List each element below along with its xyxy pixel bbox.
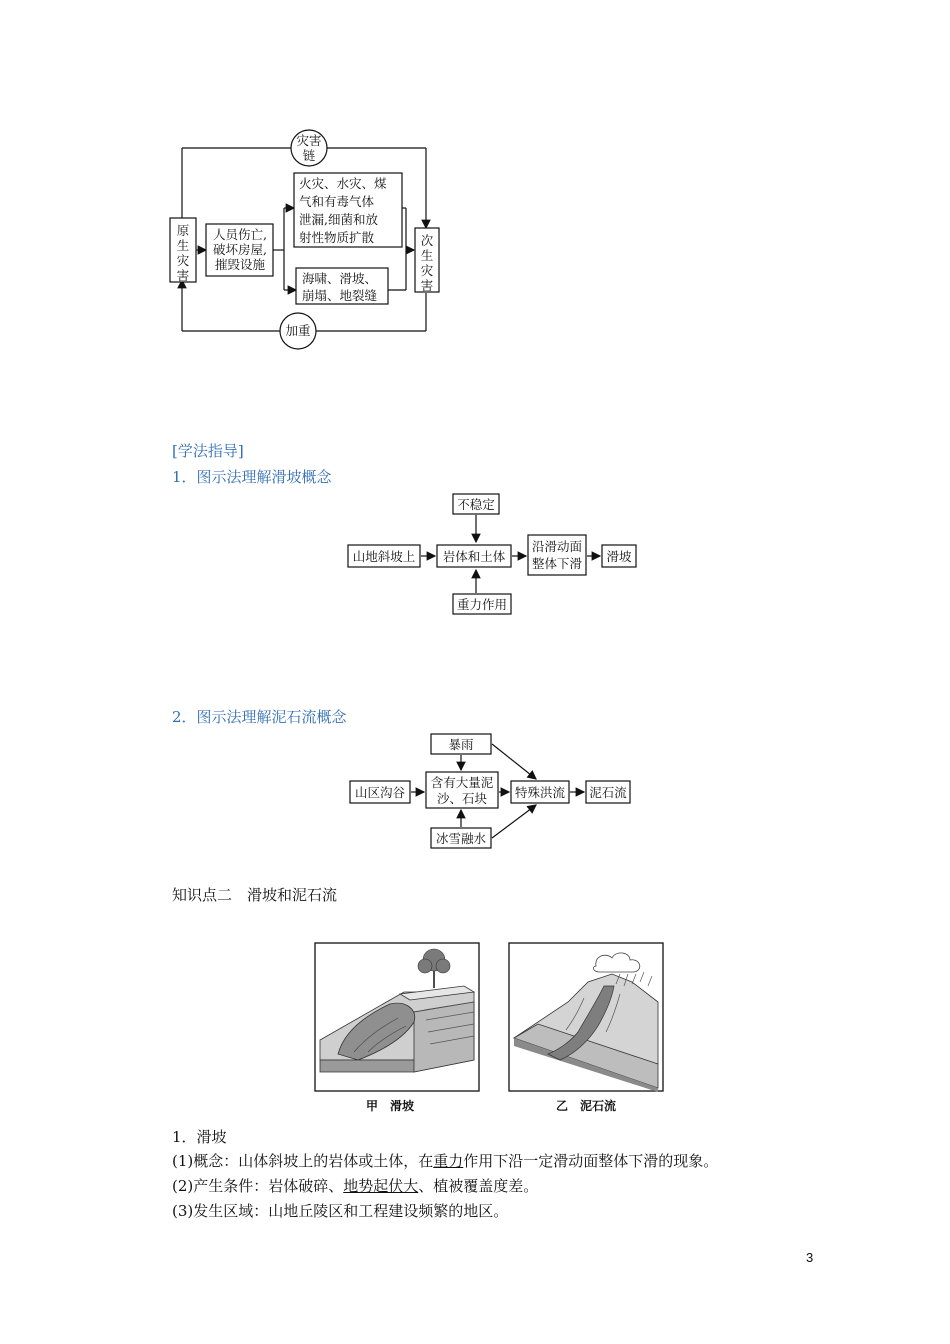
landslide-caption: 甲 滑坡 <box>366 1099 415 1113</box>
rainstorm-label: 暴雨 <box>448 737 474 752</box>
d1-primary-char: 原 <box>176 223 190 238</box>
hillslope-label: 山地斜坡上 <box>352 549 416 564</box>
meltwater-label: 冰雪融水 <box>435 831 487 846</box>
ring-top-line1: 灾害 <box>296 133 322 148</box>
special-flood-label: 特殊洪流 <box>514 785 566 800</box>
guide-item-landslide: 1．图示法理解滑坡概念 <box>172 468 332 486</box>
d1-middle-line: 人员伤亡, <box>213 227 267 242</box>
concept-keyword: 重力 <box>433 1152 464 1170</box>
secondary-disaster-box <box>421 233 434 293</box>
d1-secondary-char: 次 <box>420 233 434 248</box>
debris-flow-result-label: 泥石流 <box>589 785 627 800</box>
d1-upper-line: 火灾、水灾、煤 <box>299 176 387 191</box>
d1-middle-line: 摧毁设施 <box>214 257 266 272</box>
casualty-box <box>213 227 267 272</box>
d1-upper-line: 气和有毒气体 <box>299 194 375 209</box>
d1-secondary-char: 灾 <box>420 263 434 278</box>
d1-upper-line: 泄漏,细菌和放 <box>299 212 378 227</box>
concept-line <box>172 1150 718 1171</box>
concept-suffix: 作用下沿一定滑动面整体下滑的现象。 <box>463 1152 719 1170</box>
debris-flow-concept-diagram <box>340 728 640 852</box>
gravity-label: 重力作用 <box>456 597 508 612</box>
study-guide-heading: [学法指导] <box>172 442 244 460</box>
sediment-label-line2: 沙、石块 <box>436 791 488 806</box>
conditions-suffix: 、植被覆盖度差。 <box>418 1177 539 1195</box>
primary-disaster-box <box>177 223 190 283</box>
page-number: 3 <box>806 1250 814 1265</box>
rock-soil-label: 岩体和土体 <box>442 549 506 564</box>
ring-top-line2: 链 <box>302 148 316 163</box>
ring-bottom-label: 加重 <box>285 323 311 338</box>
conditions-keyword: 地势起伏大 <box>343 1177 419 1195</box>
mountain-valley-label: 山区沟谷 <box>354 785 406 800</box>
sediment-label-line1: 含有大量泥 <box>430 775 494 790</box>
unstable-label: 不稳定 <box>457 497 495 512</box>
d1-middle-line: 破坏房屋, <box>213 242 267 257</box>
d1-lower-line: 海啸、滑坡、 <box>302 271 378 286</box>
d1-lower-line: 崩塌、地裂缝 <box>302 288 378 303</box>
d1-primary-char: 生 <box>176 238 190 253</box>
slide-label-line1: 沿滑动面 <box>531 539 583 554</box>
landslide-concept-diagram <box>340 490 650 620</box>
concept-prefix: (1)概念：山体斜坡上的岩体或土体，在 <box>172 1152 434 1170</box>
d1-secondary-char: 生 <box>420 248 434 263</box>
d1-secondary-char: 害 <box>420 278 434 293</box>
section-heading: 1．滑坡 <box>172 1128 227 1146</box>
guide-item-debris-flow: 2．图示法理解泥石流概念 <box>172 708 347 726</box>
landslide-illustration <box>314 942 480 1092</box>
region-line: (3)发生区域：山地丘陵区和工程建设频繁的地区。 <box>172 1202 509 1220</box>
conditions-line <box>172 1175 538 1196</box>
d1-primary-char: 害 <box>176 268 190 283</box>
disaster-chain-diagram <box>160 120 450 360</box>
d1-primary-char: 灾 <box>176 253 190 268</box>
knowledge-point-title: 知识点二 滑坡和泥石流 <box>172 886 338 904</box>
d1-upper-line: 射性物质扩散 <box>299 230 375 245</box>
debris-flow-illustration <box>508 942 664 1092</box>
conditions-prefix: (2)产生条件：岩体破碎、 <box>172 1177 344 1195</box>
slide-label-line2: 整体下滑 <box>531 556 583 571</box>
debris-flow-caption: 乙 泥石流 <box>556 1099 617 1113</box>
landslide-result-label: 滑坡 <box>606 549 632 564</box>
